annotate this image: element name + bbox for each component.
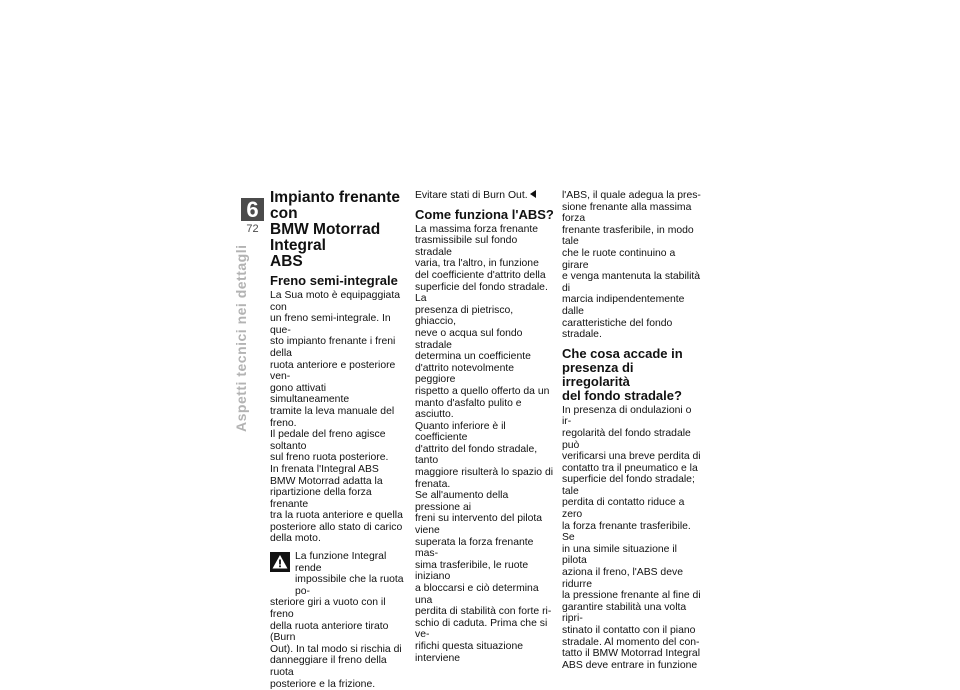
text-line: contatto tra il pneumatico e la — [562, 462, 698, 474]
text-line: superficie del fondo stradale; tale — [562, 474, 695, 497]
text-line: stradale. Al momento del con- — [562, 636, 700, 648]
text-line: stinato il contatto con il piano — [562, 625, 696, 636]
text-line: frenata. — [415, 478, 451, 490]
section-title — [270, 190, 408, 270]
paragraph-abs — [415, 224, 555, 665]
paragraph-semi-integral — [270, 290, 408, 545]
text-line: In presenza di ondulazioni o ir- — [562, 404, 692, 428]
chapter-tab — [241, 198, 264, 238]
text-line: regolarità del fondo stradale può — [562, 427, 691, 451]
text-line: Out). In tal modo si rischia di — [270, 643, 402, 655]
text-line: un freno semi-integrale. In que- — [270, 313, 391, 336]
text-line: BMW Motorrad adatta la — [270, 475, 383, 487]
text-line: verificarsi una breve perdita di — [562, 451, 701, 463]
page-number: 72 — [246, 223, 259, 235]
end-of-warning-icon — [530, 190, 536, 198]
irregularity-title — [562, 347, 702, 403]
section-title-line: BMW Motorrad Integral — [270, 221, 381, 254]
text-line: e venga mantenuta la stabilità di — [562, 271, 701, 294]
warning-text — [270, 597, 408, 690]
text-line: superficie del fondo stradale. La — [415, 281, 548, 305]
text-line: manto d'asfalto pulito e asciutto. — [415, 397, 522, 421]
text-line: della ruota anteriore tirato (Burn — [270, 620, 389, 644]
column-2 — [415, 190, 555, 664]
text-line: a bloccarsi e ciò determina una — [415, 583, 539, 606]
section-title-line: Impianto frenante con — [270, 189, 401, 222]
text-line: Il pedale del freno agisce soltanto — [270, 429, 386, 452]
section-title-line: del fondo stradale? — [562, 387, 682, 403]
text-line: La massima forza frenante — [415, 223, 539, 235]
text-line: posteriore e la frizione. — [270, 678, 376, 690]
text-line: marcia indipendentemente dalle — [562, 294, 685, 317]
text-line: sul freno ruota posteriore. — [270, 452, 389, 464]
text-line: che le ruote continuino a girare — [562, 247, 676, 271]
text-line: gono attivati simultaneamente — [270, 382, 350, 406]
text-line: ruota anteriore e posteriore ven- — [270, 359, 396, 383]
text-line: danneggiare il freno della ruota — [270, 655, 387, 678]
paragraph-irregularity — [562, 405, 702, 672]
section-sidebar-label: Aspetti tecnici nei dettagli — [233, 244, 249, 432]
text-line: posteriore allo stato di carico — [270, 521, 403, 533]
text-line: steriore giri a vuoto con il freno — [270, 597, 386, 621]
text-line: La funzione Integral rende — [295, 551, 387, 574]
text-line: d'attrito notevolmente peggiore — [415, 362, 515, 386]
text-line: superata la forza frenante mas- — [415, 536, 534, 560]
section-title-line: ABS — [270, 253, 303, 270]
text-line: tra la ruota anteriore e quella — [270, 510, 403, 522]
text-line: presenza di pietrisco, ghiaccio, — [415, 304, 514, 328]
text-line: La Sua moto è equipaggiata con — [270, 290, 400, 313]
text-line: schio di caduta. Prima che si ve- — [415, 617, 548, 641]
subsection-title: Freno semi-integrale — [270, 273, 398, 288]
text-line: la pressione frenante al fine di — [562, 590, 701, 602]
text-line: perdita di stabilità con forte ri- — [415, 606, 552, 618]
text-line: in una simile situazione il pilota — [562, 543, 677, 567]
text-line: impossibile che la ruota po- — [295, 574, 404, 597]
text-line: rispetto a quello offerto da un — [415, 385, 550, 397]
text-line: Quanto inferiore è il coefficiente — [415, 420, 506, 444]
text-line: l'ABS, il quale adegua la pres- — [562, 190, 701, 201]
warning-icon — [270, 552, 290, 572]
text-line: la forza frenante trasferibile. Se — [562, 520, 691, 544]
abs-title: Come funziona l'ABS? — [415, 206, 554, 222]
text-line: varia, tra l'altro, in funzione — [415, 258, 539, 270]
text-line: d'attrito del fondo stradale, tanto — [415, 443, 538, 467]
text-line: ripartizione della forza frenante — [270, 487, 372, 510]
text-line: ABS deve entrare in funzione — [562, 659, 698, 671]
chapter-number: 6 — [241, 198, 264, 221]
text-line: della moto. — [270, 533, 321, 545]
text-line: neve o acqua sul fondo stradale — [415, 327, 523, 351]
text-line: maggiore risulterà lo spazio di — [415, 467, 554, 479]
text-line: frenante trasferibile, in modo tale — [562, 224, 694, 248]
text-line: freni su intervento del pilota viene — [415, 513, 543, 537]
section-title-line: Che cosa accade in — [562, 345, 683, 361]
warning-conclusion — [415, 190, 555, 202]
column-1 — [270, 190, 408, 690]
text-line: del coefficiente d'attrito della — [415, 269, 546, 281]
text-line: aziona il freno, l'ABS deve ridurre — [562, 567, 683, 590]
text-line: perdita di contatto riduce a zero — [562, 497, 685, 521]
warning-text-head — [295, 551, 408, 597]
text-line: Se all'aumento della pressione ai — [415, 490, 509, 513]
text-line: determina un coefficiente — [415, 351, 531, 363]
text-line: garantire stabilità una volta ripri- — [562, 601, 687, 625]
text-line: sione frenante alla massima forza — [562, 201, 692, 225]
text-line: rifichi questa situazione interviene — [415, 640, 524, 664]
section-title-line: presenza di irregolarità — [562, 359, 634, 389]
text-line: tatto il BMW Motorrad Integral — [562, 648, 701, 660]
text-line: sima trasferibile, le ruote iniziano — [415, 559, 529, 583]
text-line: sto impianto frenante i freni della — [270, 336, 396, 359]
column-3 — [562, 190, 702, 671]
warning-block — [270, 551, 408, 597]
text-line: In frenata l'Integral ABS — [270, 463, 379, 475]
text-line: caratteristiche del fondo stradale. — [562, 317, 673, 341]
text-line: trasmissibile sul fondo stradale — [415, 235, 518, 258]
paragraph-abs-continued — [562, 190, 702, 341]
text-line: Evitare stati di Burn Out. — [415, 190, 528, 201]
text-line: tramite la leva manuale del freno. — [270, 405, 395, 429]
